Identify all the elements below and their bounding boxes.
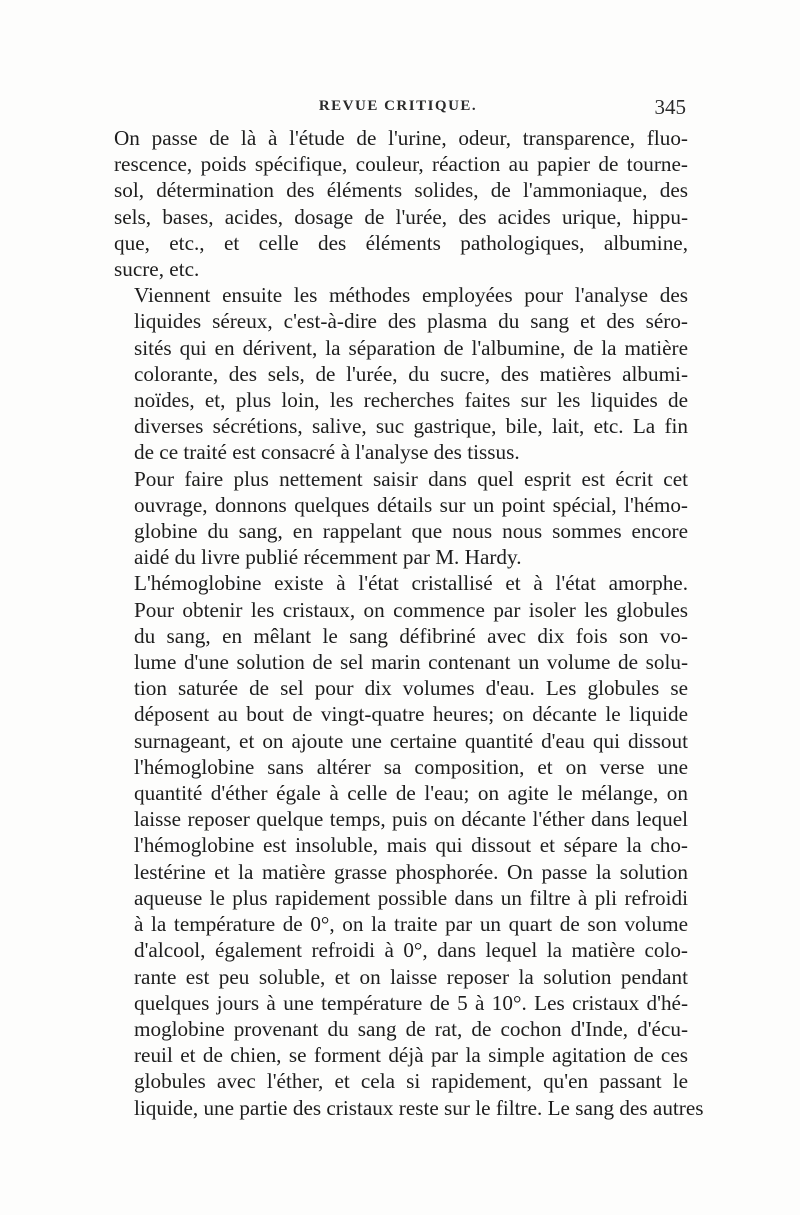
text-line: lestérine et la matière grasse phosphorée. On passe la solution xyxy=(134,859,688,884)
text-line: liquides séreux, c'est-à-dire des plasma du sang et des séro- xyxy=(134,309,688,334)
paragraph-urine-analysis xyxy=(114,125,688,282)
running-title: REVUE CRITIQUE. xyxy=(318,98,478,114)
text-line: quantité d'éther égale à celle de l'eau; on agite le mélange, on xyxy=(134,781,688,806)
text-line: de ce traité est consacré à l'analyse des tissus. xyxy=(134,440,520,465)
text-line: rescence, poids spécifique, couleur, réaction au papier de tourne- xyxy=(114,152,688,177)
text-line: aidé du livre publié récemment par M. Hardy. xyxy=(134,545,522,570)
text-line: On passe de là à l'étude de l'urine, odeur, transparence, fluo- xyxy=(114,126,688,150)
text-line: Pour faire plus nettement saisir dans quel esprit est écrit cet xyxy=(134,466,688,491)
text-line: quelques jours à une température de 5 à 10°. Les cristaux d'hé- xyxy=(134,990,688,1015)
paragraph-serous-liquids xyxy=(114,282,688,465)
text-line: noïdes, et, plus loin, les recherches faites sur les liquides de xyxy=(134,388,688,413)
text-line: L'hémoglobine existe à l'état cristallisé et à l'état amorphe. xyxy=(134,571,688,596)
text-line: Pour obtenir les cristaux, on commence par isoler les globules xyxy=(134,597,688,622)
text-line: sités qui en dérivent, la séparation de l'albumine, de la matière xyxy=(134,335,688,360)
text-line: sels, bases, acides, dosage de l'urée, des acides urique, hippu- xyxy=(114,204,688,229)
text-line: l'hémoglobine est insoluble, mais qui dissout et sépare la cho- xyxy=(134,833,688,858)
text-line: globine du sang, en rappelant que nous nous sommes encore xyxy=(134,519,688,544)
text-line: à la température de 0°, on la traite par un quart de son volume xyxy=(134,912,688,937)
text-line: que, etc., et celle des éléments pathologiques, albumine, xyxy=(114,230,688,255)
text-line: Viennent ensuite les méthodes employées pour l'analyse des xyxy=(134,283,688,308)
text-line: diverses sécrétions, salive, suc gastrique, bile, lait, etc. La fin xyxy=(134,414,688,439)
text-line: reuil et de chien, se forment déjà par la simple agitation de ces xyxy=(134,1043,688,1068)
body-text xyxy=(114,125,704,1121)
text-line: laisse reposer quelque temps, puis on décante l'éther dans lequel xyxy=(134,807,688,832)
paragraph-hemoglobin-crystals xyxy=(114,570,704,1120)
text-line: globules avec l'éther, et cela si rapidement, qu'en passant le xyxy=(134,1069,688,1094)
running-head xyxy=(108,95,688,122)
text-line: l'hémoglobine sans altérer sa composition, et on verse une xyxy=(134,754,688,779)
text-line: sol, détermination des éléments solides, de l'ammoniaque, des xyxy=(114,178,688,203)
text-line: sucre, etc. xyxy=(114,257,200,282)
text-line: rante est peu soluble, et on laisse reposer la solution pendant xyxy=(134,964,688,989)
text-line: déposent au bout de vingt-quatre heures; on décante le liquide xyxy=(134,702,688,727)
text-line: aqueuse le plus rapidement possible dans un filtre à pli refroidi xyxy=(134,885,688,910)
text-line: colorante, des sels, de l'urée, du sucre, des matières albumi- xyxy=(134,361,688,386)
text-line: moglobine provenant du sang de rat, de cochon d'Inde, d'écu- xyxy=(134,1016,688,1041)
page-number: 345 xyxy=(654,95,686,119)
text-line: d'alcool, également refroidi à 0°, dans lequel la matière colo- xyxy=(134,938,688,963)
text-line: ouvrage, donnons quelques détails sur un point spécial, l'hémo- xyxy=(134,492,688,517)
text-line: tion saturée de sel pour dix volumes d'eau. Les globules se xyxy=(134,676,688,701)
text-line: liquide, une partie des cristaux reste sur le filtre. Le sang des autres xyxy=(134,1095,704,1120)
text-line: surnageant, et on ajoute une certaine quantité d'eau qui dissout xyxy=(134,728,688,753)
paragraph-hemoglobin-intro xyxy=(114,466,688,571)
text-line: du sang, en mêlant le sang défibriné avec dix fois son vo- xyxy=(134,623,688,648)
text-line: lume d'une solution de sel marin contenant un volume de solu- xyxy=(134,650,688,675)
